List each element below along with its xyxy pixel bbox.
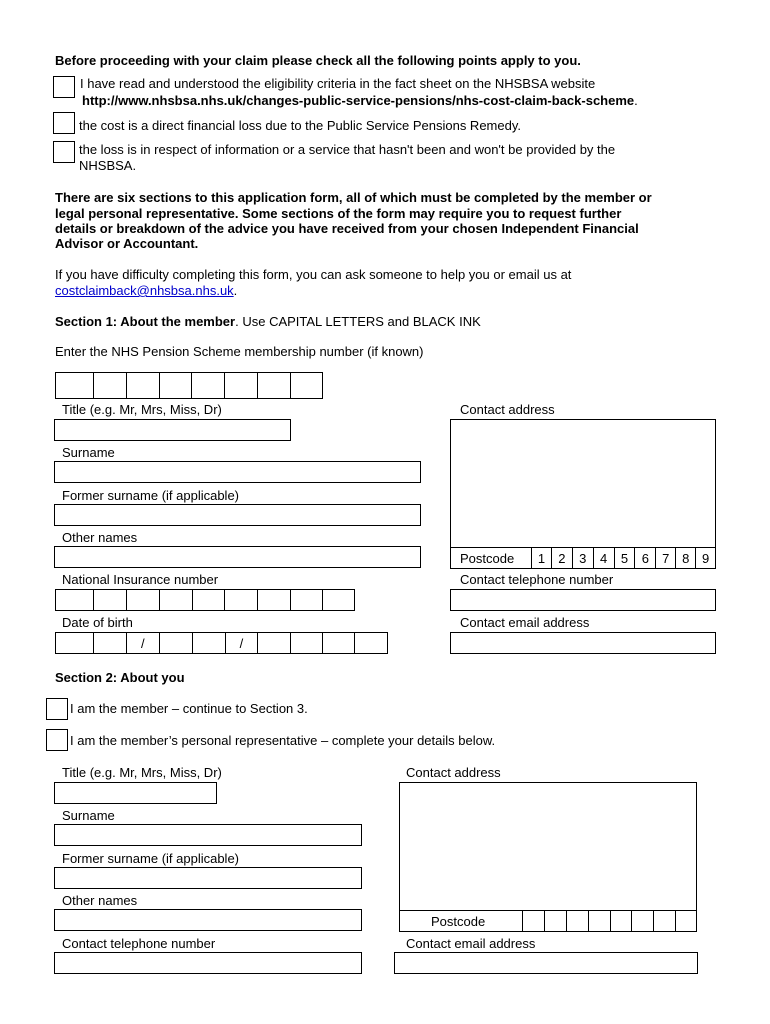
member-postcode-row [450,547,716,569]
section1-title-bold: Section 1: About the member [55,314,236,329]
eligibility-url-end: . [634,93,638,108]
postcode-digit-cell: 1 [532,547,552,569]
eligibility-text-2: the cost is a direct financial loss due to the Public Service Pensions Remedy. [79,118,521,133]
rep-postcode-input[interactable] [522,910,697,932]
member-dob-label: Date of birth [62,615,133,630]
postcode-digit-cell: 5 [615,547,636,569]
member-phone-label: Contact telephone number [460,572,614,587]
postcode-digit-cell: 8 [676,547,696,569]
member-other-names-input[interactable] [54,546,421,568]
is-representative-checkbox[interactable] [46,729,68,751]
sections-info-4: Advisor or Accountant. [55,236,199,251]
section1-title [55,314,481,329]
rep-address-label: Contact address [406,765,501,780]
is-member-checkbox[interactable] [46,698,68,720]
member-address-label: Contact address [460,402,555,417]
member-dob-input[interactable] [55,632,388,654]
member-surname-input[interactable] [54,461,421,483]
member-former-surname-label: Former surname (if applicable) [62,488,240,503]
postcode-digit-cell: 9 [696,547,716,569]
eligibility-heading: Before proceeding with your claim please check all the following points apply to you. [55,53,581,68]
eligibility-text-3a: the loss is in respect of information or a service that hasn't been and won't be provided by the [79,142,616,157]
eligibility-checkbox-3[interactable] [53,141,75,163]
eligibility-checkbox-1[interactable] [53,76,75,98]
dob-separator-1: / [140,635,145,651]
rep-former-surname-input[interactable] [54,867,362,889]
postcode-digit-cell: 2 [552,547,573,569]
postcode-digit-cell: 7 [656,547,676,569]
member-other-names-label: Other names [62,530,138,545]
member-ni-input[interactable] [55,589,355,611]
member-phone-input[interactable] [450,589,716,611]
rep-postcode-row [399,910,697,932]
member-title-label: Title (e.g. Mr, Mrs, Miss, Dr) [62,402,222,417]
member-surname-label: Surname [62,445,115,460]
eligibility-checkbox-2[interactable] [53,112,75,134]
rep-surname-label: Surname [62,808,115,823]
rep-title-label: Title (e.g. Mr, Mrs, Miss, Dr) [62,765,222,780]
postcode-digit-cell: 4 [594,547,615,569]
member-title-input[interactable] [54,419,291,441]
member-email-label: Contact email address [460,615,590,630]
section2-title: Section 2: About you [55,670,185,685]
help-email-line [55,283,237,298]
rep-postcode-label: Postcode [431,914,486,929]
is-member-label: I am the member – continue to Section 3. [70,701,308,716]
member-email-input[interactable] [450,632,716,654]
sections-info-2: legal personal representative. Some sections of the form may require you to request further [55,206,622,221]
rep-title-input[interactable] [54,782,217,804]
membership-label: Enter the NHS Pension Scheme membership number (if known) [55,344,424,359]
rep-email-label: Contact email address [406,936,536,951]
sections-info-1: There are six sections to this application form, all of which must be completed by the member or [55,190,652,205]
help-text: If you have difficulty completing this form, you can ask someone to help you or email us at [55,267,572,282]
member-ni-label: National Insurance number [62,572,219,587]
rep-phone-label: Contact telephone number [62,936,216,951]
sections-info-3: details or breakdown of the advice you have received from your chosen Independent Financial [55,221,639,236]
help-email-end: . [233,283,238,298]
member-postcode-input[interactable] [531,547,716,569]
rep-surname-input[interactable] [54,824,362,846]
section1-title-rest: . Use CAPITAL LETTERS and BLACK INK [235,314,481,329]
dob-separator-2: / [239,635,244,651]
member-postcode-label: Postcode [460,551,515,566]
rep-other-names-label: Other names [62,893,138,908]
membership-number-input[interactable] [55,372,323,399]
postcode-digit-cell: 6 [635,547,656,569]
eligibility-text-1: I have read and understood the eligibility criteria in the fact sheet on the NHSBSA website [80,76,596,91]
postcode-digit-cell: 3 [573,547,594,569]
is-representative-label: I am the member’s personal representative – complete your details below. [70,733,496,748]
rep-former-surname-label: Former surname (if applicable) [62,851,240,866]
fact-sheet-link[interactable]: http://www.nhsbsa.nhs.uk/changes-public-service-pensions/nhs-cost-claim-back-scheme [82,93,635,108]
eligibility-url-line [82,93,638,108]
rep-other-names-input[interactable] [54,909,362,931]
rep-phone-input[interactable] [54,952,362,974]
eligibility-text-3b: NHSBSA. [79,158,137,173]
member-former-surname-input[interactable] [54,504,421,526]
rep-email-input[interactable] [394,952,698,974]
help-email-link[interactable]: costclaimback@nhsbsa.nhs.uk [55,283,234,298]
